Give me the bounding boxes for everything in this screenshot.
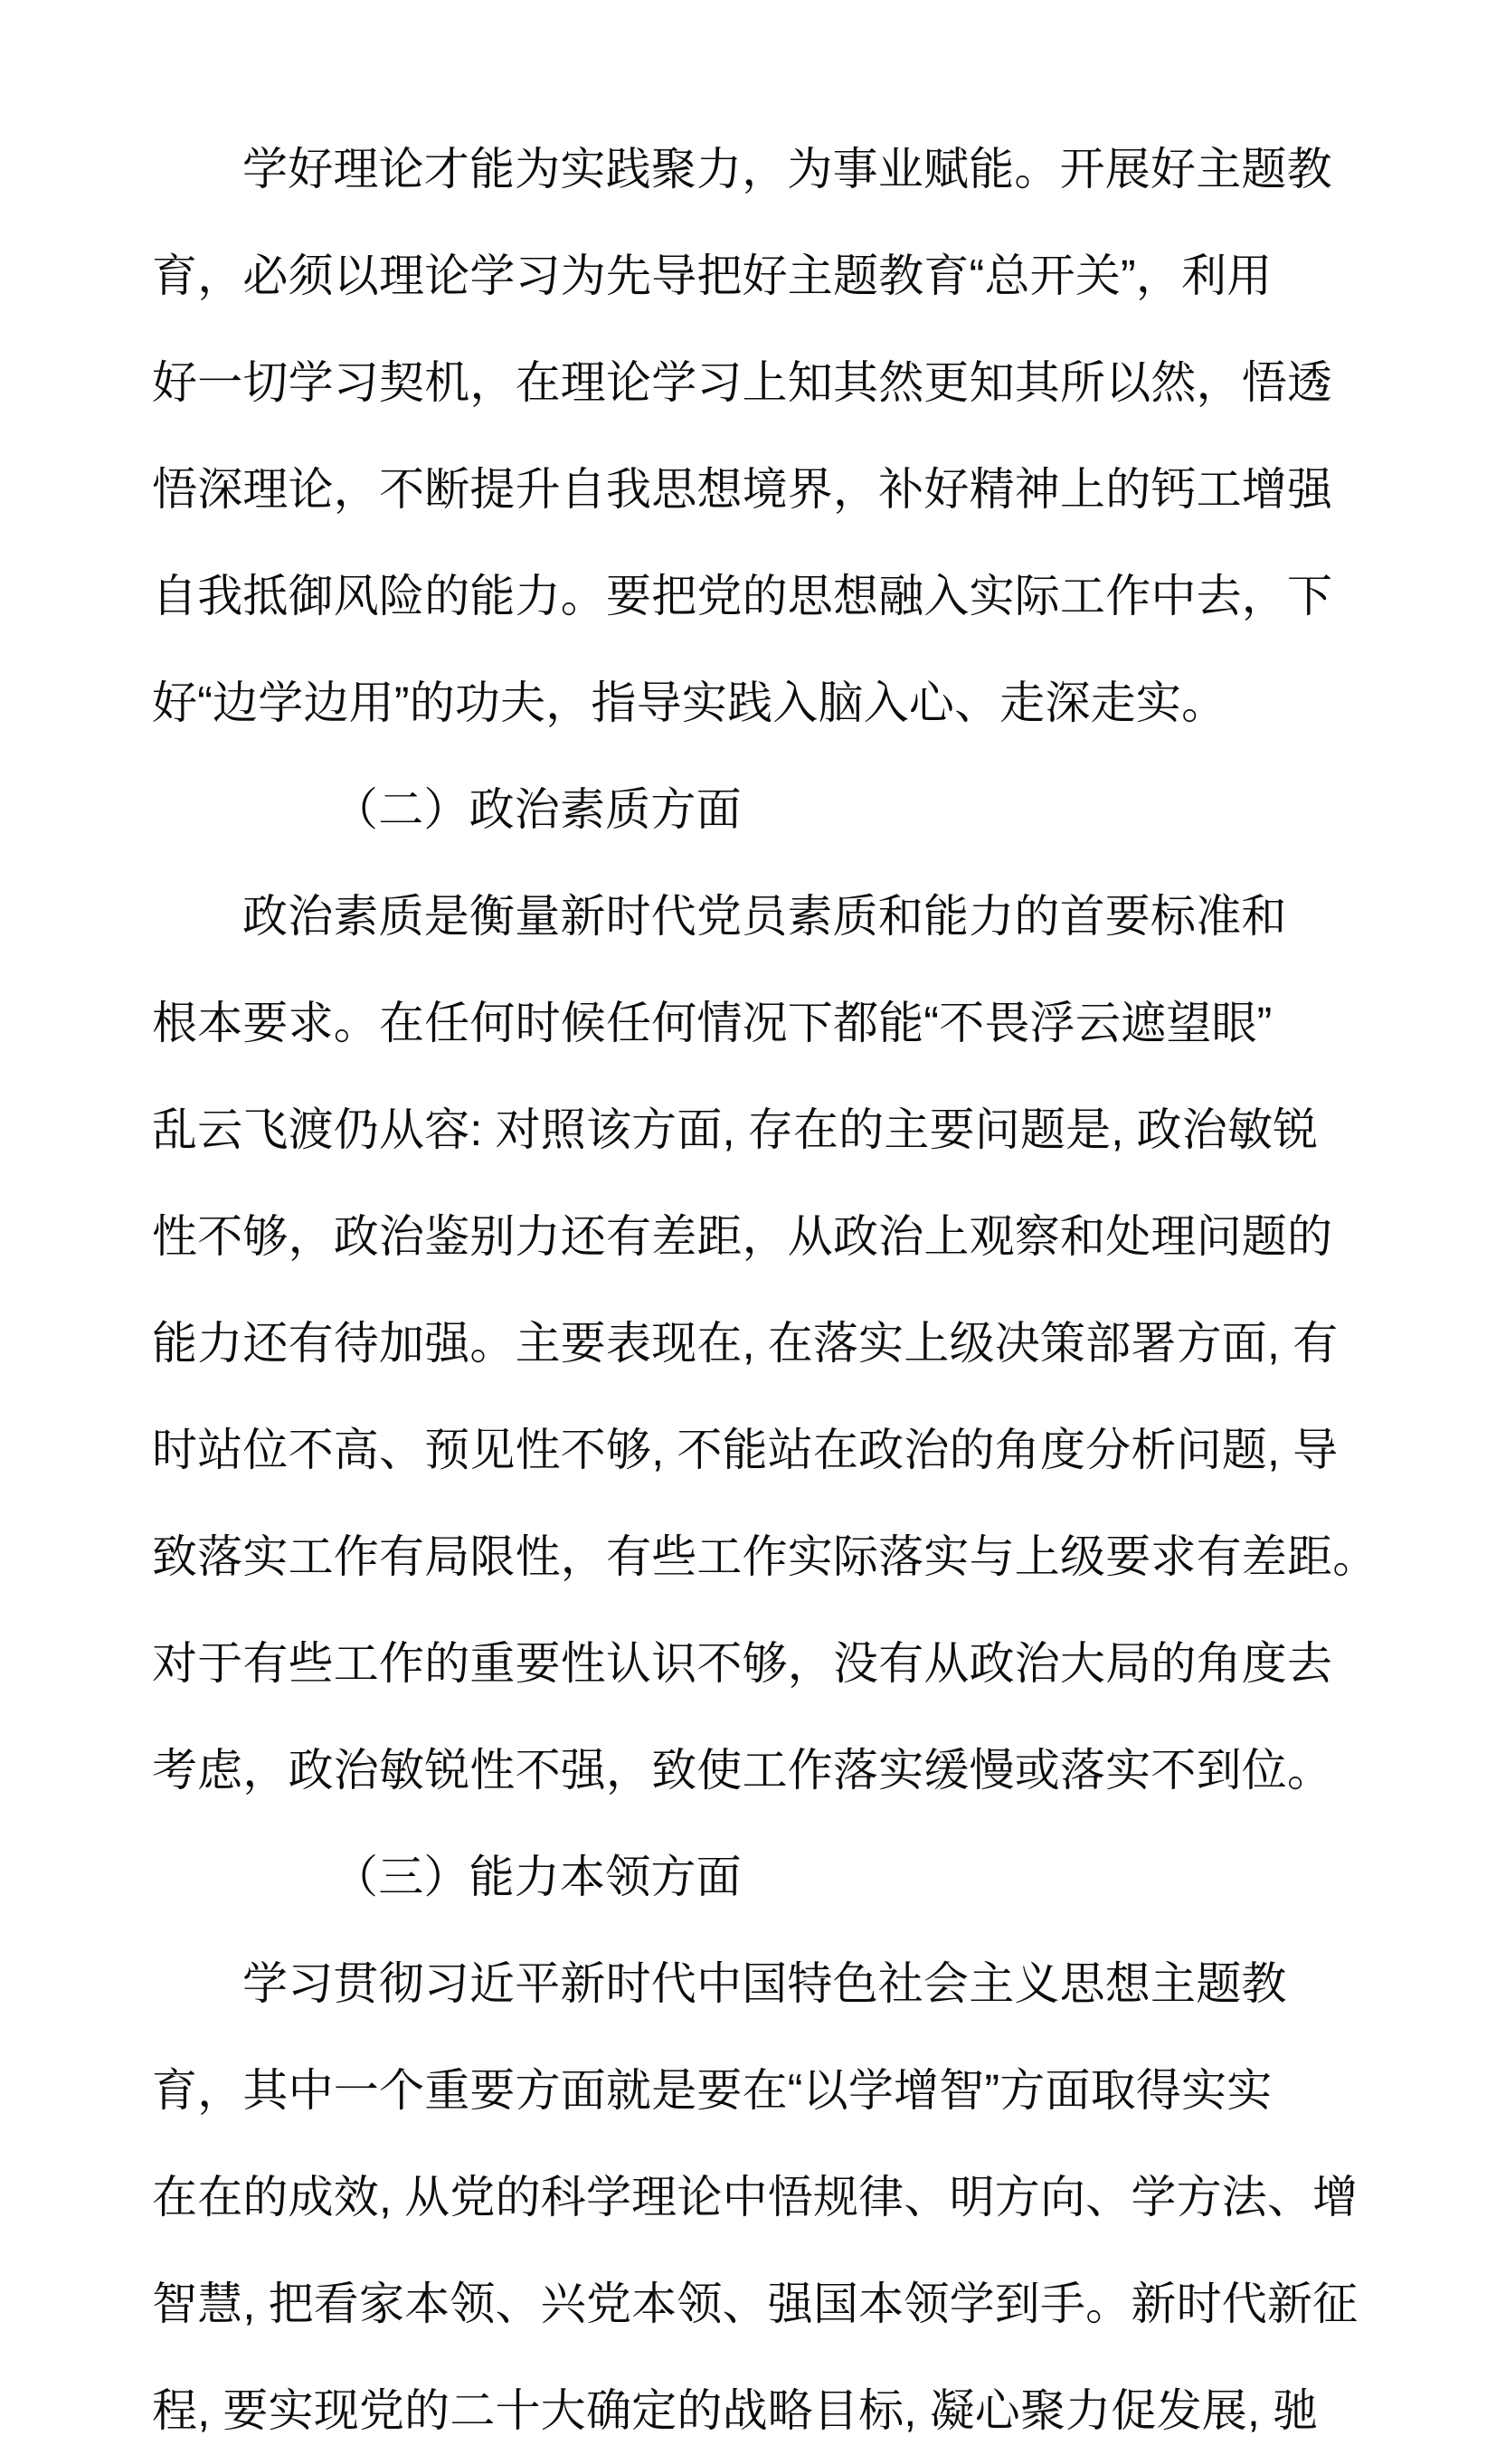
text-line: 在在的成效, 从党的科学理论中悟规律、明方向、学方法、增 [152, 2172, 1359, 2222]
text-line: 自我抵御风险的能力。要把党的思想融入实际工作中去，下 [152, 571, 1333, 621]
text-line: 悟深理论，不断提升自我思想境界，补好精神上的钙工增强 [152, 464, 1333, 515]
text-line: 考虑，政治敏锐性不强，致使工作落实缓慢或落实不到位。 [152, 1745, 1333, 1796]
text-line: 好一切学习契机，在理论学习上知其然更知其所以然，悟透 [152, 357, 1333, 408]
document-text-body [152, 116, 1378, 2464]
text-line: 程, 要实现党的二十大确定的战略目标, 凝心聚力促发展, 驰 [152, 2385, 1319, 2436]
text-line: 学习贯彻习近平新时代中国特色社会主义思想主题教 [242, 1958, 1287, 2009]
heading-text: （二）政治素质方面 [333, 784, 742, 835]
text-line: 好“边学边用”的功夫，指导实践入脑入心、走深走实。 [152, 678, 1227, 728]
text-line: 智慧, 把看家本领、兴党本领、强国本领学到手。新时代新征 [152, 2279, 1359, 2329]
text-line: 育，必须以理论学习为先导把好主题教育“总开关”，利用 [152, 251, 1273, 301]
paragraph-political-quality [152, 863, 1378, 1824]
text-line: 政治素质是衡量新时代党员素质和能力的首要标准和 [242, 891, 1287, 942]
text-line: 时站位不高、预见性不够, 不能站在政治的角度分析问题, 导 [152, 1425, 1339, 1475]
paragraph-theory-study [152, 116, 1346, 756]
heading-text: （三）能力本领方面 [333, 1852, 742, 1902]
text-line: 育，其中一个重要方面就是要在“以学增智”方面取得实实 [152, 2065, 1273, 2116]
text-line: 对于有些工作的重要性认识不够，没有从政治大局的角度去 [152, 1638, 1333, 1689]
text-line: 乱云飞渡仍从容: 对照该方面, 存在的主要问题是, 政治敏锐 [152, 1104, 1319, 1155]
heading-section-three [152, 1824, 1346, 1930]
text-line: 能力还有待加强。主要表现在, 在落实上级决策部署方面, 有 [152, 1318, 1339, 1369]
text-line: 致落实工作有局限性，有些工作实际落实与上级要求有差距。 [152, 1531, 1378, 1582]
text-line: 性不够，政治鉴别力还有差距，从政治上观察和处理问题的 [152, 1211, 1333, 1262]
text-line: 学好理论才能为实践聚力，为事业赋能。开展好主题教 [242, 144, 1332, 194]
heading-section-two [152, 756, 1346, 863]
paragraph-ability-competence [152, 1930, 1359, 2464]
text-line: 根本要求。在任何时候任何情况下都能“不畏浮云遮望眼” [152, 998, 1273, 1048]
